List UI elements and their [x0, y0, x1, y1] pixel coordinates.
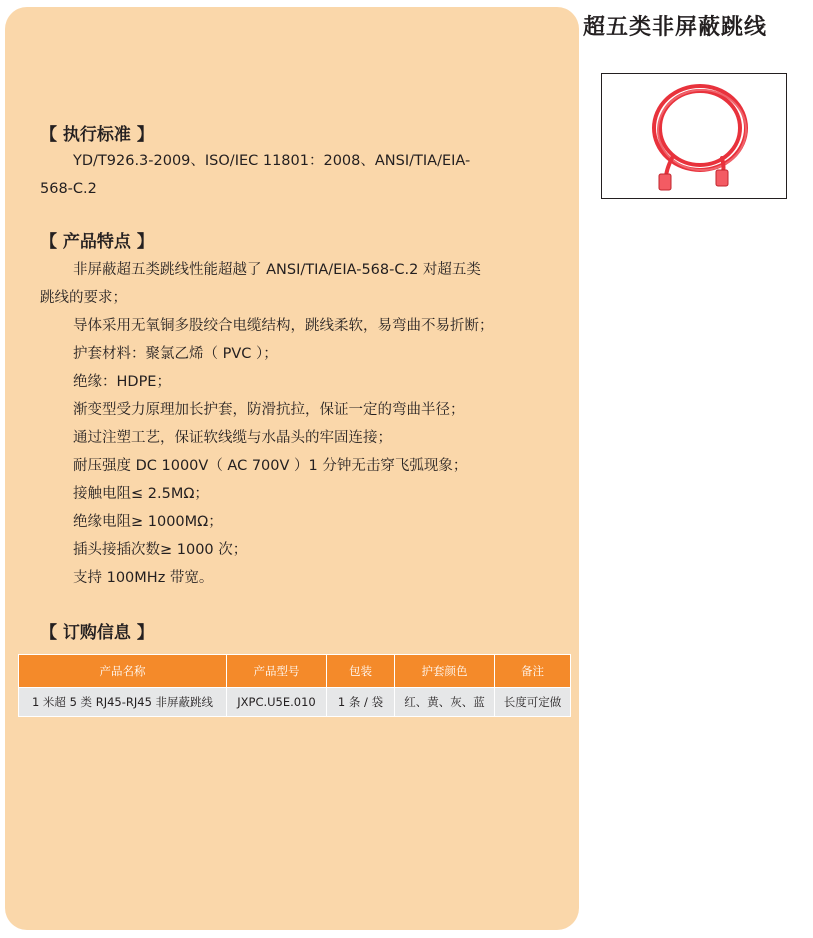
- feature-item: 耐压强度 DC 1000V（ AC 700V ）1 分钟无击穿飞弧现象；: [73, 458, 468, 474]
- standard-line: 568-C.2: [40, 181, 97, 197]
- order-heading: 【 订购信息 】: [40, 623, 154, 643]
- column-header: 产品型号: [227, 655, 327, 688]
- feature-item: 接触电阻≤ 2.5MΩ；: [73, 486, 209, 502]
- product-photo: [601, 73, 787, 199]
- table-row: [19, 688, 571, 717]
- standard-heading: 【 执行标准 】: [40, 125, 154, 145]
- column-header: 备注: [495, 655, 571, 688]
- table-cell: 1 条 / 袋: [327, 688, 395, 717]
- feature-item: 支持 100MHz 带宽。: [73, 570, 214, 586]
- column-header: 护套颜色: [395, 655, 495, 688]
- red-patch-cable-icon: [602, 74, 785, 197]
- feature-line: 跳线的要求；: [40, 290, 127, 306]
- page-title: 超五类非屏蔽跳线: [583, 15, 768, 40]
- table-cell: JXPC.U5E.010: [227, 688, 327, 717]
- feature-item: 通过注塑工艺，保证软线缆与水晶头的牢固连接；: [73, 430, 392, 446]
- standard-line: YD/T926.3-2009、ISO/IEC 11801：2008、ANSI/TIA/EIA-: [73, 153, 471, 169]
- feature-item: 插头接插次数≥ 1000 次；: [73, 542, 248, 558]
- feature-item: 渐变型受力原理加长护套，防滑抗拉，保证一定的弯曲半径；: [73, 402, 465, 418]
- feature-item: 绝缘电阻≥ 1000MΩ；: [73, 514, 223, 530]
- feature-item: 绝缘：HDPE；: [73, 374, 171, 390]
- table-header-row: [19, 655, 571, 688]
- column-header: 产品名称: [19, 655, 227, 688]
- feature-item: 护套材料：聚氯乙烯（ PVC ）；: [73, 346, 278, 362]
- feature-item: 导体采用无氧铜多股绞合电缆结构，跳线柔软，易弯曲不易折断；: [73, 318, 494, 334]
- table-cell: 长度可定做: [495, 688, 571, 717]
- order-table: [18, 654, 571, 717]
- features-heading: 【 产品特点 】: [40, 232, 154, 252]
- table-cell: 红、黄、灰、蓝: [395, 688, 495, 717]
- feature-line: 非屏蔽超五类跳线性能超越了 ANSI/TIA/EIA-568-C.2 对超五类: [73, 262, 481, 278]
- column-header: 包装: [327, 655, 395, 688]
- table-cell: 1 米超 5 类 RJ45-RJ45 非屏蔽跳线: [19, 688, 227, 717]
